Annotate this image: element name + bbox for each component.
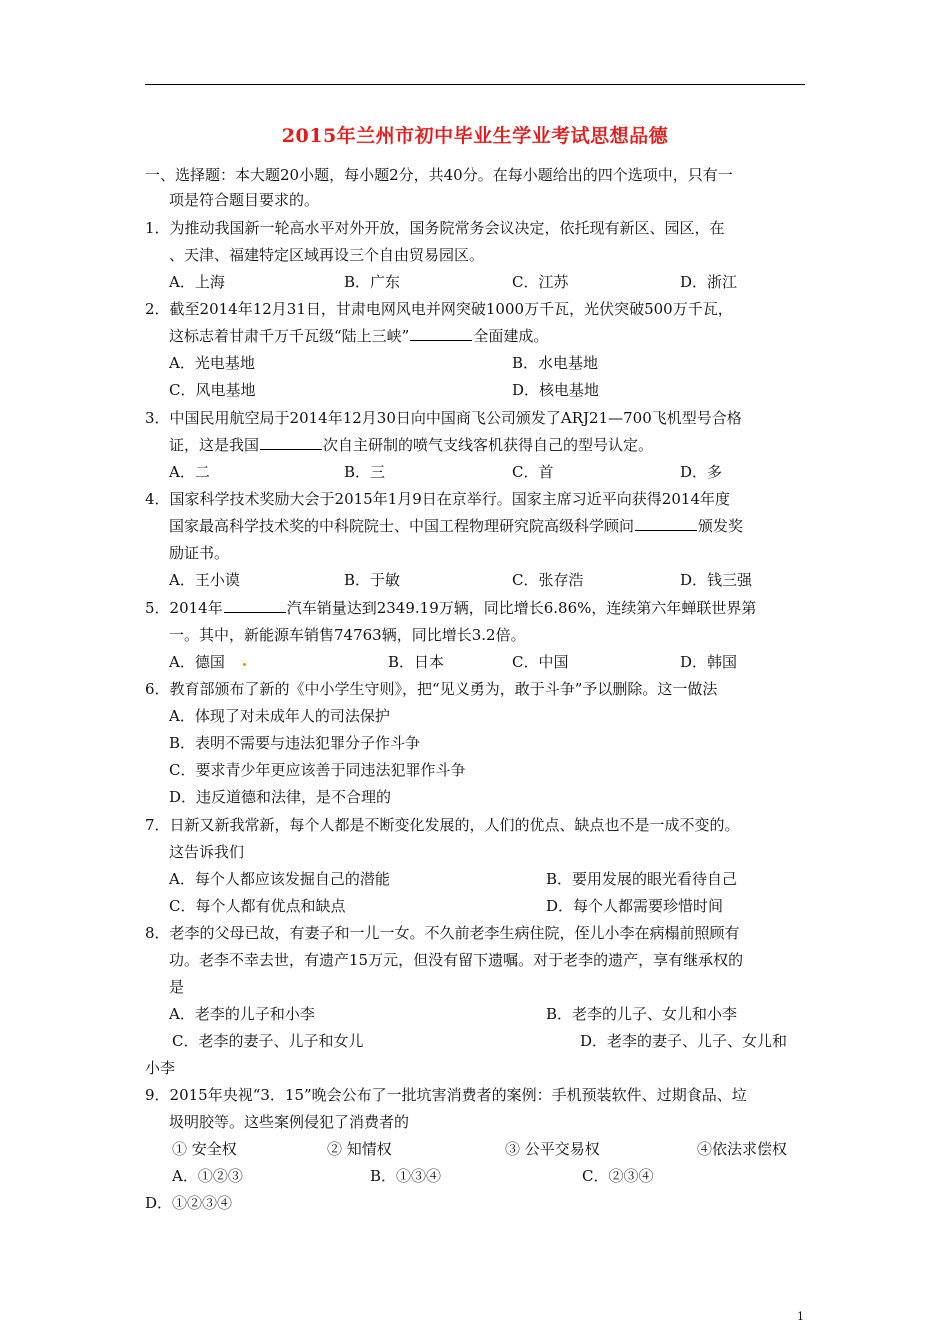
q7-stem-line-2: 这告诉我们	[169, 843, 245, 861]
q1-stem-line-1: 1．为推动我国新一轮高水平对外开放，国务院常务会议决定，依托现有新区、园区，在	[145, 219, 725, 237]
q9-right-1: ① 安全权	[172, 1140, 237, 1158]
answer-blank	[260, 435, 322, 450]
q5-stem-text-a: 5．2014年	[145, 599, 223, 617]
answer-blank	[224, 598, 286, 613]
q7-stem-line-1: 7．日新又新我常新，每个人都是不断变化发展的，人们的优点、缺点也不是一成不变的。	[145, 816, 740, 834]
q3-stem-text-a: 证，这是我国	[169, 436, 260, 454]
answer-blank	[410, 326, 472, 341]
section-intro-line-1: 一、选择题：本大题20小题，每小题2分，共40分。在每小题给出的四个选项中，只有一	[145, 166, 733, 184]
q9-option-b: B．①③④	[370, 1167, 442, 1185]
q3-stem-line-2	[169, 435, 653, 455]
q4-option-b: B．于敏	[344, 571, 401, 589]
q4-stem-text-a: 国家最高科学技术奖的中科院院士、中国工程物理研究院高级科学顾问	[169, 517, 635, 535]
q6-option-d: D．违反道德和法律，是不合理的	[169, 788, 392, 806]
q1-option-a: A．上海	[169, 273, 225, 291]
q4-stem-line-1: 4．国家科学技术奖励大会于2015年1月9日在京举行。国家主席习近平向获得2014年度	[145, 490, 730, 508]
q2-option-a: A．光电基地	[169, 354, 255, 372]
stray-mark	[243, 663, 246, 666]
q5-option-c: C．中国	[512, 653, 569, 671]
q8-option-a: A．老李的儿子和小李	[169, 1005, 315, 1023]
q5-option-b: B．日本	[388, 653, 445, 671]
q3-stem-text-b: 次自主研制的喷气支线客机获得自己的型号认定。	[323, 436, 654, 454]
q3-option-b: B．三	[344, 463, 386, 481]
q3-option-d: D．多	[680, 463, 723, 481]
q9-right-2: ② 知情权	[327, 1140, 392, 1158]
q2-stem-text-b: 全面建成。	[473, 327, 549, 345]
q3-stem-line-1: 3．中国民用航空局于2014年12月30日向中国商飞公司颁发了ARJ21—700飞机型号合格	[145, 409, 742, 427]
q6-option-a: A．体现了对未成年人的司法保护	[169, 707, 390, 725]
exam-title: 2015年兰州市初中毕业生学业考试思想品德	[281, 125, 669, 147]
answer-blank	[635, 516, 697, 531]
page-number: 1	[797, 1310, 804, 1323]
q8-option-b: B．老李的儿子、女儿和小李	[546, 1005, 738, 1023]
section-intro-line-2: 项是符合题目要求的。	[169, 191, 320, 209]
q6-option-b: B．表明不需要与违法犯罪分子作斗争	[169, 734, 421, 752]
q1-option-b: B．广东	[344, 273, 401, 291]
q4-option-d: D．钱三强	[680, 571, 753, 589]
q8-option-d-continued: 小李	[145, 1059, 176, 1077]
q9-option-c: C．②③④	[582, 1167, 654, 1185]
q3-option-a: A．二	[169, 463, 210, 481]
q8-option-d: D．老李的妻子、儿子、女儿和	[580, 1032, 788, 1050]
q5-option-a: A．德国	[169, 653, 225, 671]
q5-stem-line-2: 一。其中，新能源车销售74763辆，同比增长3.2倍。	[169, 626, 526, 644]
q4-option-c: C．张存浩	[512, 571, 584, 589]
q4-option-a: A．王小谟	[169, 571, 240, 589]
q8-stem-line-2: 功。老李不幸去世，有遗产15万元，但没有留下遗嘱。对于老李的遗产，享有继承权的	[169, 951, 744, 969]
q7-option-a: A．每个人都应该发掘自己的潜能	[169, 870, 390, 888]
q1-stem-line-2: 、天津、福建特定区域再设三个自由贸易园区。	[169, 246, 485, 264]
q2-stem-line-1: 2．截至2014年12月31日，甘肃电网风电并网突破1000万千瓦，光伏突破500万千瓦，	[145, 300, 733, 318]
header-rule	[145, 84, 805, 85]
q9-stem-line-1: 9．2015年央视“3．15”晚会公布了一批坑害消费者的案例：手机预装软件、过期食品、垃	[145, 1086, 747, 1104]
q7-option-c: C．每个人都有优点和缺点	[169, 897, 346, 915]
q5-option-d: D．韩国	[680, 653, 738, 671]
q8-stem-line-1: 8．老李的父母已故，有妻子和一儿一女。不久前老李生病住院，侄儿小李在病榻前照顾有	[145, 924, 740, 942]
q4-stem-line-2	[169, 516, 743, 536]
q9-option-a: A．①②③	[172, 1167, 243, 1185]
q3-option-c: C．首	[512, 463, 554, 481]
q8-option-c: C．老李的妻子、儿子和女儿	[172, 1032, 364, 1050]
q7-option-d: D．每个人都需要珍惜时间	[546, 897, 724, 915]
q2-option-c: C．风电基地	[169, 381, 256, 399]
q7-option-b: B．要用发展的眼光看待自己	[546, 870, 738, 888]
q2-option-d: D．核电基地	[512, 381, 600, 399]
q4-stem-line-3: 励证书。	[169, 544, 230, 562]
q9-option-d: D．①②③④	[145, 1194, 233, 1212]
q9-right-3: ③ 公平交易权	[505, 1140, 600, 1158]
q2-stem-line-2	[169, 326, 548, 346]
q2-option-b: B．水电基地	[512, 354, 599, 372]
q8-stem-line-3: 是	[169, 978, 185, 996]
q5-stem-text-b: 汽车销量达到2349.19万辆，同比增长6.86%，连续第六年蝉联世界第	[286, 599, 757, 617]
q5-stem-line-1	[145, 598, 756, 618]
q1-option-d: D．浙江	[680, 273, 738, 291]
q4-stem-text-b: 颁发奖	[698, 517, 744, 535]
q6-stem-line-1: 6．教育部颁布了新的《中小学生守则》，把“见义勇为，敢于斗争”予以删除。这一做法	[145, 680, 718, 698]
q2-stem-text-a: 这标志着甘肃千万千瓦级“陆上三峡”	[169, 327, 410, 345]
q1-option-c: C．江苏	[512, 273, 569, 291]
q9-right-4: ④依法求偿权	[697, 1140, 788, 1158]
q9-stem-line-2: 圾明胶等。这些案例侵犯了消费者的	[169, 1113, 410, 1131]
q6-option-c: C．要求青少年更应该善于同违法犯罪作斗争	[169, 761, 466, 779]
